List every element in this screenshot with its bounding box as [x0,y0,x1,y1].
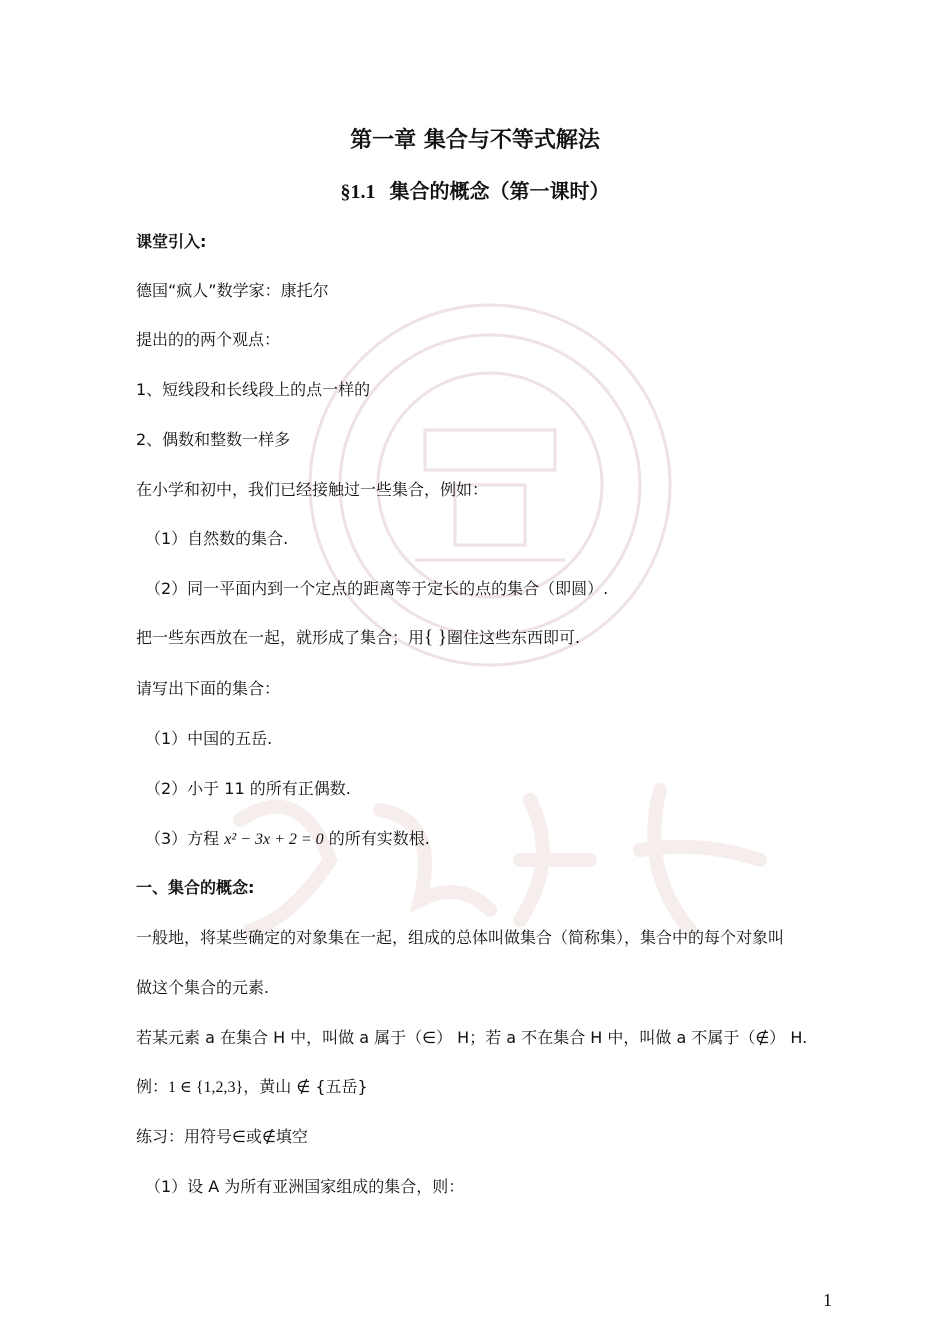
page-number: 1 [823,1290,832,1310]
intro-example-2: （2）同一平面内到一个定点的距离等于定长的点的集合（即圆）. [145,579,609,598]
intro-point-1: 1、短线段和长线段上的点一样的 [136,380,371,399]
exercise-1: （1）设 A 为所有亚洲国家组成的集合，则： [145,1177,465,1196]
intro-line-views: 提出的的两个观点： [136,330,281,349]
intro-example-1: （1）自然数的集合. [145,529,289,548]
task-3 [145,826,430,853]
concept-heading: 一、集合的概念: [136,878,255,897]
task-3-after: 的所有实数根. [323,829,430,848]
section-title [0,175,950,208]
example-line [136,1074,368,1101]
intro-prompt: 请写出下面的集合： [136,679,281,698]
definition-line-2: 做这个集合的元素. [136,978,270,997]
chapter-title: 第一章 集合与不等式解法 [350,128,600,153]
example-expr-2: 黄山 ∉ {五岳} [259,1077,368,1096]
intro-heading: 课堂引入: [136,232,207,251]
exercise-line: 练习：用符号∈或∉填空 [136,1127,308,1146]
definition-line-1: 一般地，将某些确定的对象集在一起，组成的总体叫做集合（简称集），集合中的每个对象叫 [136,928,785,947]
task-1: （1）中国的五岳. [145,729,273,748]
example-expr-1: 1 ∈ {1,2,3} [168,1079,244,1096]
section-number: §1.1 [340,181,376,203]
membership-line: 若某元素 a 在集合 H 中，叫做 a 属于（∈） H；若 a 不在集合 H 中，叫做 a 不属于（∉） H. [136,1028,808,1047]
intro-brace-line [136,625,580,651]
intro-point-2: 2、偶数和整数一样多 [136,430,291,449]
brace-line-after: 圈住这些东西即可. [447,628,581,647]
intro-line-examples: 在小学和初中，我们已经接触过一些集合，例如： [136,480,489,499]
task-2: （2）小于 11 的所有正偶数. [145,779,351,798]
intro-line-cantor: 德国“疯人”数学家：康托尔 [136,281,329,300]
braces-symbol: { } [424,627,448,648]
example-separator: ， [243,1077,260,1096]
task-3-before: （3）方程 [145,829,225,848]
brace-line-before: 把一些东西放在一起，就形成了集合；用 [136,628,425,647]
task-3-equation: x² − 3x + 2 = 0 [224,831,324,848]
example-label: 例： [136,1077,169,1096]
section-title-text: 集合的概念（第一课时） [389,179,610,203]
